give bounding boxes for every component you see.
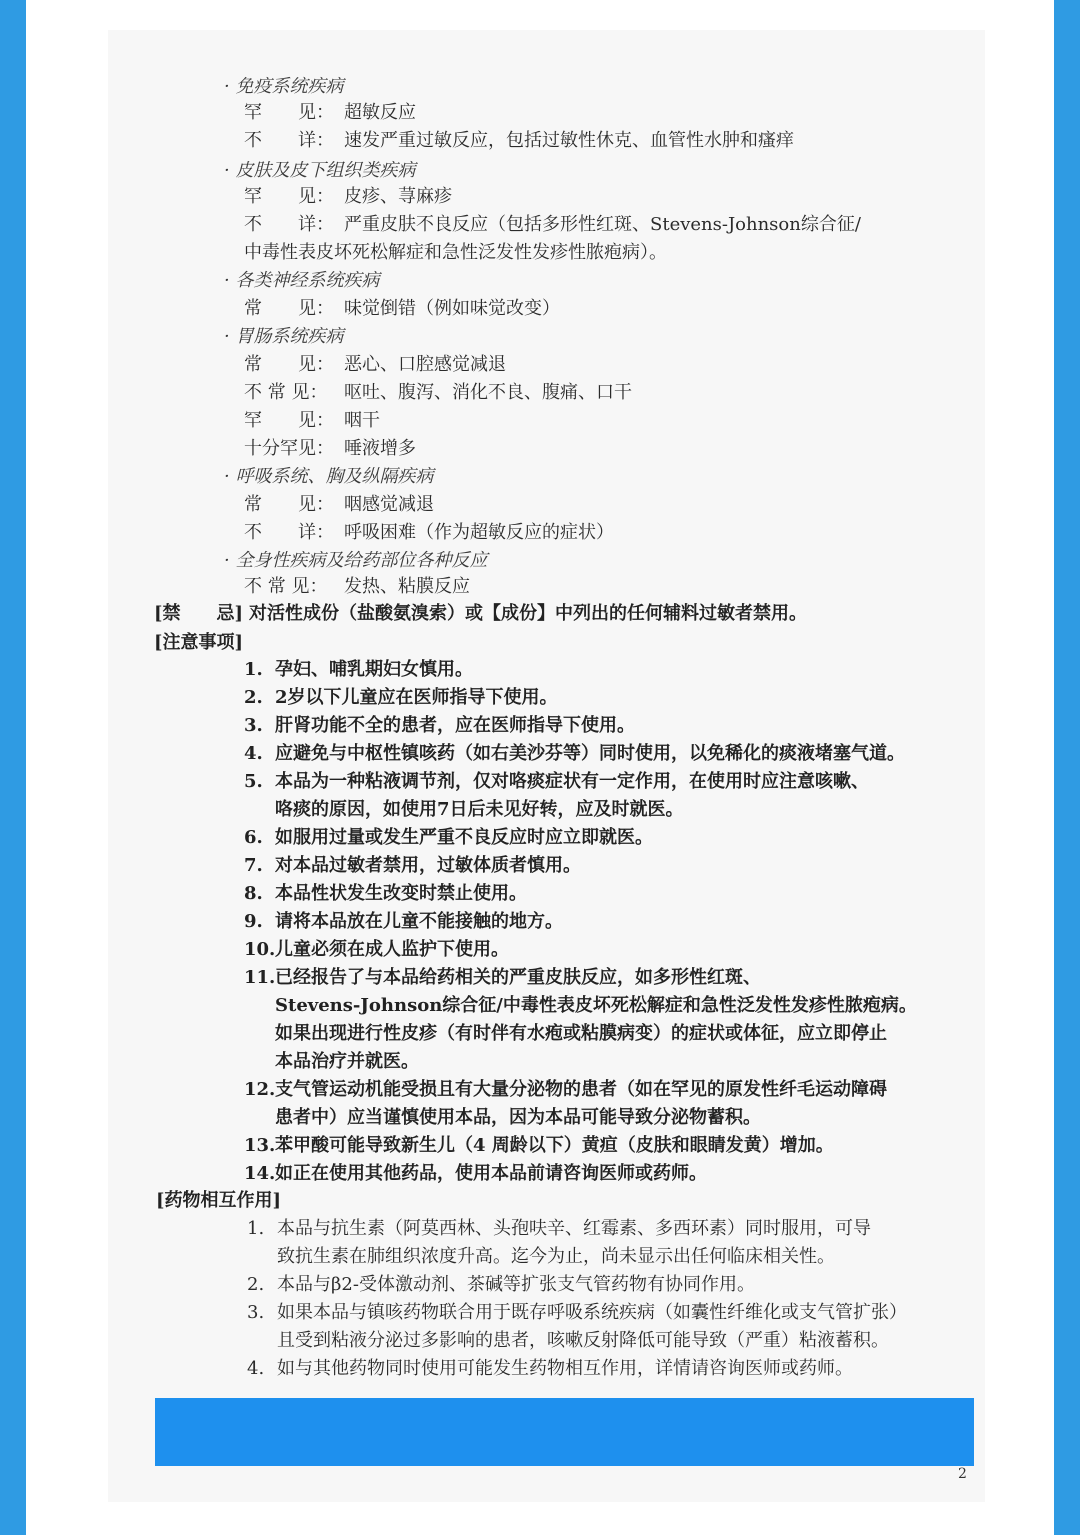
- frequency-label: 罕 见：: [244, 102, 334, 123]
- section-heading: [药物相互作用]: [156, 1190, 282, 1211]
- reaction-item: [244, 492, 434, 518]
- interaction-text: 如果本品与镇咳药物联合用于既存呼吸系统疾病（如囊性纤维化或支气管扩张）: [277, 1302, 907, 1323]
- frequency-label: 不 常 见：: [244, 576, 328, 597]
- reaction-text: 皮疹、荨麻疹: [344, 186, 452, 207]
- precaution-text: 请将本品放在儿童不能接触的地方。: [275, 911, 563, 932]
- frequency-label: 不 详：: [244, 130, 334, 151]
- precaution-number: 3.: [244, 715, 263, 736]
- frequency-label: 罕 见：: [244, 410, 334, 431]
- section-heading: [禁 忌]: [154, 603, 244, 624]
- reaction-text: 味觉倒错（例如味觉改变）: [344, 298, 560, 319]
- precaution-number: 1.: [244, 659, 263, 680]
- interaction-number: 3.: [247, 1302, 265, 1323]
- precaution-number: 12.: [244, 1079, 276, 1100]
- precaution-number: 13.: [244, 1135, 276, 1156]
- reaction-text: 呕吐、腹泻、消化不良、腹痛、口干: [344, 382, 632, 403]
- precaution-text: 本品性状发生改变时禁止使用。: [275, 883, 527, 904]
- reaction-category: · 免疫系统疾病: [224, 76, 344, 97]
- precaution-text: Stevens-Johnson综合征/中毒性表皮坏死松解症和急性泛发性发疹性脓疱病。: [275, 995, 917, 1016]
- precaution-number: 10.: [244, 939, 276, 960]
- precaution-text: 孕妇、哺乳期妇女慎用。: [275, 659, 473, 680]
- interaction-text: 致抗生素在肺组织浓度升高。迄今为止，尚未显示出任何临床相关性。: [277, 1246, 835, 1267]
- precaution-text: 2岁以下儿童应在医师指导下使用。: [275, 687, 558, 708]
- reaction-item: [244, 296, 560, 322]
- precaution-number: 9.: [244, 911, 263, 932]
- precaution-number: 8.: [244, 883, 263, 904]
- interaction-number: 1.: [247, 1218, 265, 1239]
- precaution-number: 5.: [244, 771, 263, 792]
- contraindications-row: [154, 601, 807, 627]
- interaction-number: 4.: [247, 1358, 265, 1379]
- reaction-item: [244, 128, 794, 154]
- reaction-item: [244, 436, 416, 462]
- frequency-label: 不 常 见：: [244, 382, 328, 403]
- precaution-text: 应避免与中枢性镇咳药（如右美沙芬等）同时使用，以免稀化的痰液堵塞气道。: [275, 743, 905, 764]
- reaction-item: [244, 520, 614, 546]
- precaution-text: 咯痰的原因，如使用7日后未见好转，应及时就医。: [275, 799, 684, 820]
- reaction-text: 唾液增多: [344, 438, 416, 459]
- reaction-item: [244, 240, 667, 266]
- contraindications-text: 对活性成份（盐酸氨溴索）或【成份】中列出的任何辅料过敏者禁用。: [249, 603, 808, 624]
- interaction-text: 如与其他药物同时使用可能发生药物相互作用，详情请咨询医师或药师。: [277, 1358, 853, 1379]
- reaction-text: 咽感觉减退: [344, 494, 434, 515]
- reaction-item: [244, 574, 470, 600]
- precaution-number: 11.: [244, 967, 276, 988]
- precaution-text: 如果出现进行性皮疹（有时伴有水疱或粘膜病变）的症状或体征，应立即停止: [275, 1023, 887, 1044]
- interaction-text: 且受到粘液分泌过多影响的患者，咳嗽反射降低可能导致（严重）粘液蓄积。: [277, 1330, 889, 1351]
- precaution-number: 7.: [244, 855, 263, 876]
- frequency-label: 常 见：: [244, 494, 334, 515]
- interaction-text: 本品与抗生素（阿莫西林、头孢呋辛、红霉素、多西环素）同时服用，可导: [277, 1218, 871, 1239]
- page-number: 2: [958, 1466, 967, 1482]
- precaution-text: 本品为一种粘液调节剂，仅对咯痰症状有一定作用，在使用时应注意咳嗽、: [275, 771, 869, 792]
- reaction-text: 咽干: [344, 410, 380, 431]
- frequency-label: 常 见：: [244, 354, 334, 375]
- section-heading: [注意事项]: [154, 632, 244, 653]
- precaution-number: 4.: [244, 743, 263, 764]
- reaction-text: 发热、粘膜反应: [344, 576, 470, 597]
- reaction-category: · 呼吸系统、胸及纵隔疾病: [224, 466, 434, 487]
- precaution-text: 已经报告了与本品给药相关的严重皮肤反应，如多形性红斑、: [275, 967, 761, 988]
- frequency-label: 不 详：: [244, 522, 334, 543]
- reaction-text: 恶心、口腔感觉减退: [344, 354, 506, 375]
- frequency-label: 不 详：: [244, 214, 334, 235]
- precaution-text: 苯甲酸可能导致新生儿（4 周龄以下）黄疸（皮肤和眼睛发黄）增加。: [275, 1135, 834, 1156]
- reaction-category: · 皮肤及皮下组织类疾病: [224, 160, 416, 181]
- interaction-number: 2.: [247, 1274, 265, 1295]
- precaution-number: 14.: [244, 1163, 276, 1184]
- reaction-text: 速发严重过敏反应，包括过敏性休克、血管性水肿和瘙痒: [344, 130, 794, 151]
- precaution-text: 支气管运动机能受损且有大量分泌物的患者（如在罕见的原发性纤毛运动障碍: [275, 1079, 887, 1100]
- reaction-category: · 各类神经系统疾病: [224, 270, 380, 291]
- precaution-text: 对本品过敏者禁用，过敏体质者慎用。: [275, 855, 581, 876]
- reaction-text: 呼吸困难（作为超敏反应的症状）: [344, 522, 614, 543]
- precaution-text: 如服用过量或发生严重不良反应时应立即就医。: [275, 827, 653, 848]
- frequency-label: 罕 见：: [244, 186, 334, 207]
- reaction-category: · 胃肠系统疾病: [224, 326, 344, 347]
- reaction-item: [244, 408, 380, 434]
- reaction-text: 超敏反应: [344, 102, 416, 123]
- reaction-item: [244, 212, 861, 238]
- frequency-label: 十分罕见：: [244, 438, 334, 459]
- reaction-text: 严重皮肤不良反应（包括多形性红斑、Stevens-Johnson综合征/: [344, 214, 861, 235]
- precaution-text: 肝肾功能不全的患者，应在医师指导下使用。: [275, 715, 635, 736]
- precaution-text: 本品治疗并就医。: [275, 1051, 419, 1072]
- reaction-item: [244, 380, 632, 406]
- precaution-number: 6.: [244, 827, 263, 848]
- precaution-text: 如正在使用其他药品，使用本品前请咨询医师或药师。: [275, 1163, 707, 1184]
- reaction-item: [244, 352, 506, 378]
- interaction-text: 本品与β2-受体激动剂、茶碱等扩张支气管药物有协同作用。: [277, 1274, 755, 1295]
- reaction-text: 中毒性表皮坏死松解症和急性泛发性发疹性脓疱病）。: [244, 242, 667, 263]
- precaution-number: 2.: [244, 687, 263, 708]
- reaction-item: [244, 100, 416, 126]
- precaution-text: 患者中）应当谨慎使用本品，因为本品可能导致分泌物蓄积。: [275, 1107, 761, 1128]
- precaution-text: 儿童必须在成人监护下使用。: [275, 939, 509, 960]
- footer-color-bar: [155, 1398, 974, 1466]
- reaction-category: · 全身性疾病及给药部位各种反应: [224, 550, 488, 571]
- reaction-item: [244, 184, 452, 210]
- frequency-label: 常 见：: [244, 298, 334, 319]
